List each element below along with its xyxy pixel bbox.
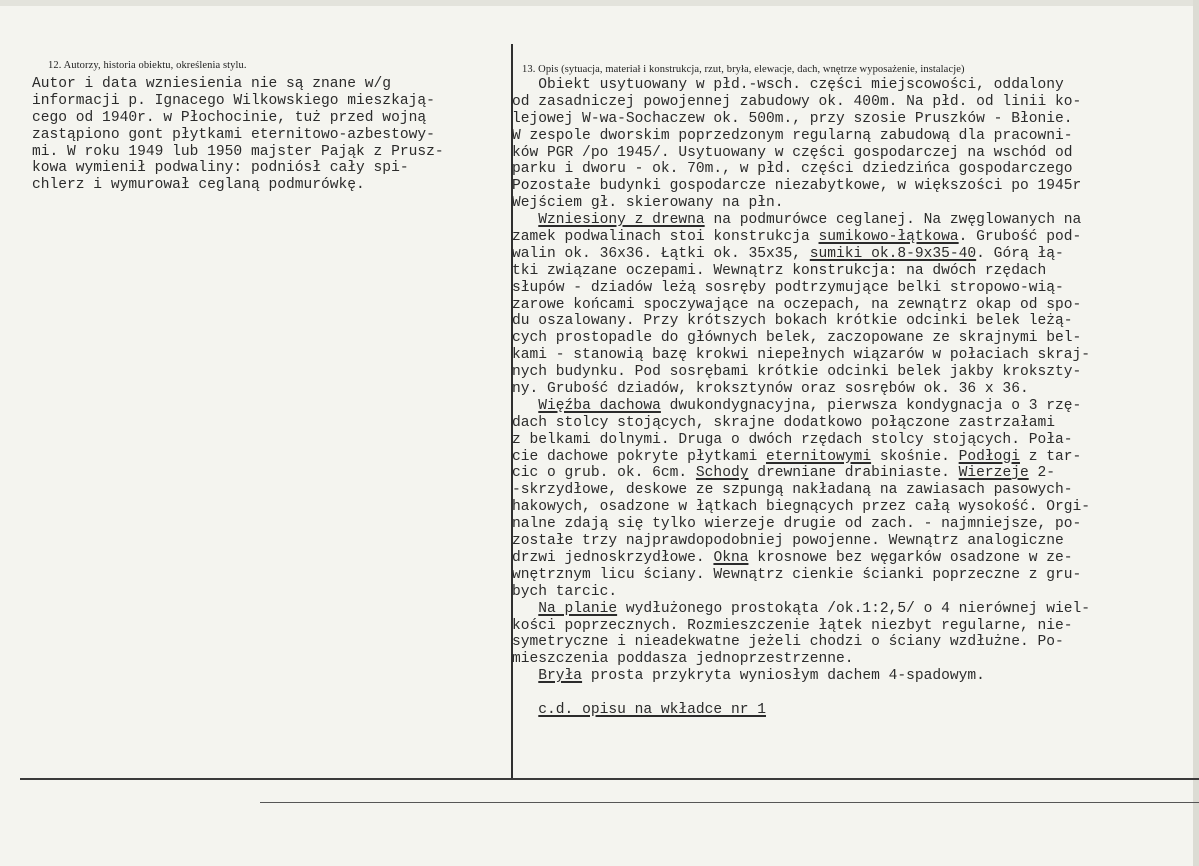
section-13-line: Pozostałe budynki gospodarcze niezabytkowe, w większości po 1945r: [512, 178, 1082, 195]
section-13-line: zostałe trzy najprawdopodobniej powojenne. Wewnątrz analogiczne: [512, 533, 1064, 550]
section-13-body: [512, 77, 1199, 719]
section-13-line: z belkami dolnymi. Druga o dwóch rzędach stolcy stojących. Poła-: [512, 431, 1073, 448]
section-13-line: od zasadniczej powojennej zabudowy ok. 400m. Na płd. od linii ko-: [512, 93, 1082, 110]
section-13-line: hakowych, osadzone w łątkach biegnących przez całą wysokość. Orgi-: [512, 499, 1091, 516]
section-13-line: wnętrznym licu ściany. Wewnątrz cienkie ścianki poprzeczne z gru-: [512, 566, 1082, 583]
bottom-rule-secondary: [260, 802, 1199, 803]
section-13-line: walin ok. 36x36. Łątki ok. 35x35, sumiki ok.8-9x35-40. Górą łą-: [512, 245, 1064, 262]
section-12-line: mi. W roku 1949 lub 1950 majster Pająk z Prusz-: [32, 143, 444, 160]
section-13-line: Bryła prosta przykryta wyniosłym dachem 4-spadowym.: [538, 668, 985, 685]
section-13-line: Wejściem gł. skierowany na płn.: [512, 195, 784, 212]
section-12-line: chlerz i wymurował ceglaną podmurówkę.: [32, 177, 365, 194]
section-13-line: mieszczenia poddasza jednoprzestrzenne.: [512, 651, 854, 668]
section-13-line: W zespole dworskim poprzedzonym regularną zabudową dla pracowni-: [512, 127, 1073, 144]
section-13-line: lejowej W-wa-Sochaczew ok. 500m., przy szosie Pruszków - Błonie.: [512, 110, 1073, 127]
section-12-header: 12. Autorzy, historia obiektu, określenia stylu.: [48, 60, 247, 71]
section-13-line: Więźba dachowa dwukondygnacyjna, pierwsza kondygnacja o 3 rzę-: [538, 397, 1082, 414]
section-13-line: c.d. opisu na wkładce nr 1: [538, 701, 766, 718]
section-13-line: du oszalowany. Przy krótszych bokach krótkie odcinki belek leżą-: [512, 313, 1073, 330]
section-13-line: zarowe końcami spoczywające na oczepach, na zewnątrz okap od spo-: [512, 296, 1082, 313]
section-13-line: słupów - dziadów leżą sosręby podtrzymujące belki stropowo-wią-: [512, 279, 1064, 296]
section-13-line: parku i dworu - ok. 70m., w płd. części dziedzińca gospodarczego: [512, 161, 1073, 178]
bottom-rule: [20, 778, 1199, 780]
section-13-line: Obiekt usytuowany w płd.-wsch. części miejscowości, oddalony: [512, 77, 1064, 93]
section-13-line: nych budynku. Pod sosrębami krótkie odcinki belek jakby kroksztу-: [512, 364, 1082, 381]
section-12-line: informacji p. Ignacego Wilkowskiego mieszkają-: [32, 92, 435, 109]
section-12-line: Autor i data wzniesienia nie są znane w/g: [32, 76, 392, 92]
section-12-line: cego od 1940r. w Płochocinie, tuż przed wojną: [32, 109, 427, 126]
section-13-line: symetryczne i nieadekwatne jeżeli chodzi o ściany wzdłużne. Po-: [512, 634, 1064, 651]
section-12-line: kowa wymienił podwaliny: podniósł cały spi-: [32, 160, 409, 177]
section-13-header: 13. Opis (sytuacja, materiał i konstrukcja, rzut, bryła, elewacje, dach, wnętrze wyposażenie, instalacje): [522, 64, 965, 75]
section-13-line: zamek podwalinach stoi konstrukcja sumikowo-łątkowa. Grubość pod-: [512, 229, 1082, 246]
section-13-line: [512, 685, 1199, 702]
section-13-line: -skrzydłowe, deskowe ze szpungą nakładaną na zawiasach pasowych-: [512, 482, 1073, 499]
section-13-line: ków PGR /po 1945/. Usytuowany w części gospodarczej na wschód od: [512, 144, 1073, 161]
section-13-line: Na planie wydłużonego prostokąta /ok.1:2,5/ o 4 nierównej wiel-: [538, 600, 1091, 617]
section-13-line: kami - stanowią bazę krokwi niepełnych wiązarów w połaciach skraj-: [512, 347, 1091, 364]
page-edge-top: [0, 0, 1199, 6]
section-13-line: dach stolcy stojących, skrajne dodatkowo połączone zastrzałami: [512, 414, 1055, 431]
section-13-line: ny. Grubość dziadów, kroksztynów oraz sosrębów ok. 36 x 36.: [512, 381, 1029, 398]
section-13-line: cic o grub. ok. 6cm. Schody drewniane drabiniaste. Wierzeje 2-: [512, 465, 1055, 482]
section-13-line: drzwi jednoskrzydłowe. Okna krosnowe bez węgarków osadzone w ze-: [512, 549, 1073, 566]
section-13-line: tki związane oczepami. Wewnątrz konstrukcja: na dwóch rzędach: [512, 262, 1047, 279]
section-13-line: bych tarcic.: [512, 583, 618, 600]
section-13-line: Wzniesiony z drewna na podmurówce ceglanej. Na zwęglowanych na: [538, 212, 1082, 229]
section-13-line: nalne zdają się tylko wierzeje drugie od zach. - najmniejsze, po-: [512, 516, 1082, 533]
section-12-line: zastąpiono gont płytkami eternitowo-azbestowy-: [32, 126, 435, 143]
section-13-line: kości poprzecznych. Rozmieszczenie łątek niezbyt regularne, nie-: [512, 617, 1073, 634]
section-12-body: [32, 76, 510, 194]
section-13-line: cych prostopadle do głównych belek, zaczopowane ze skrajnymi bel-: [512, 330, 1082, 347]
section-13-line: cie dachowe pokryte płytkami eternitowymi skośnie. Podłogi z tar-: [512, 448, 1082, 465]
